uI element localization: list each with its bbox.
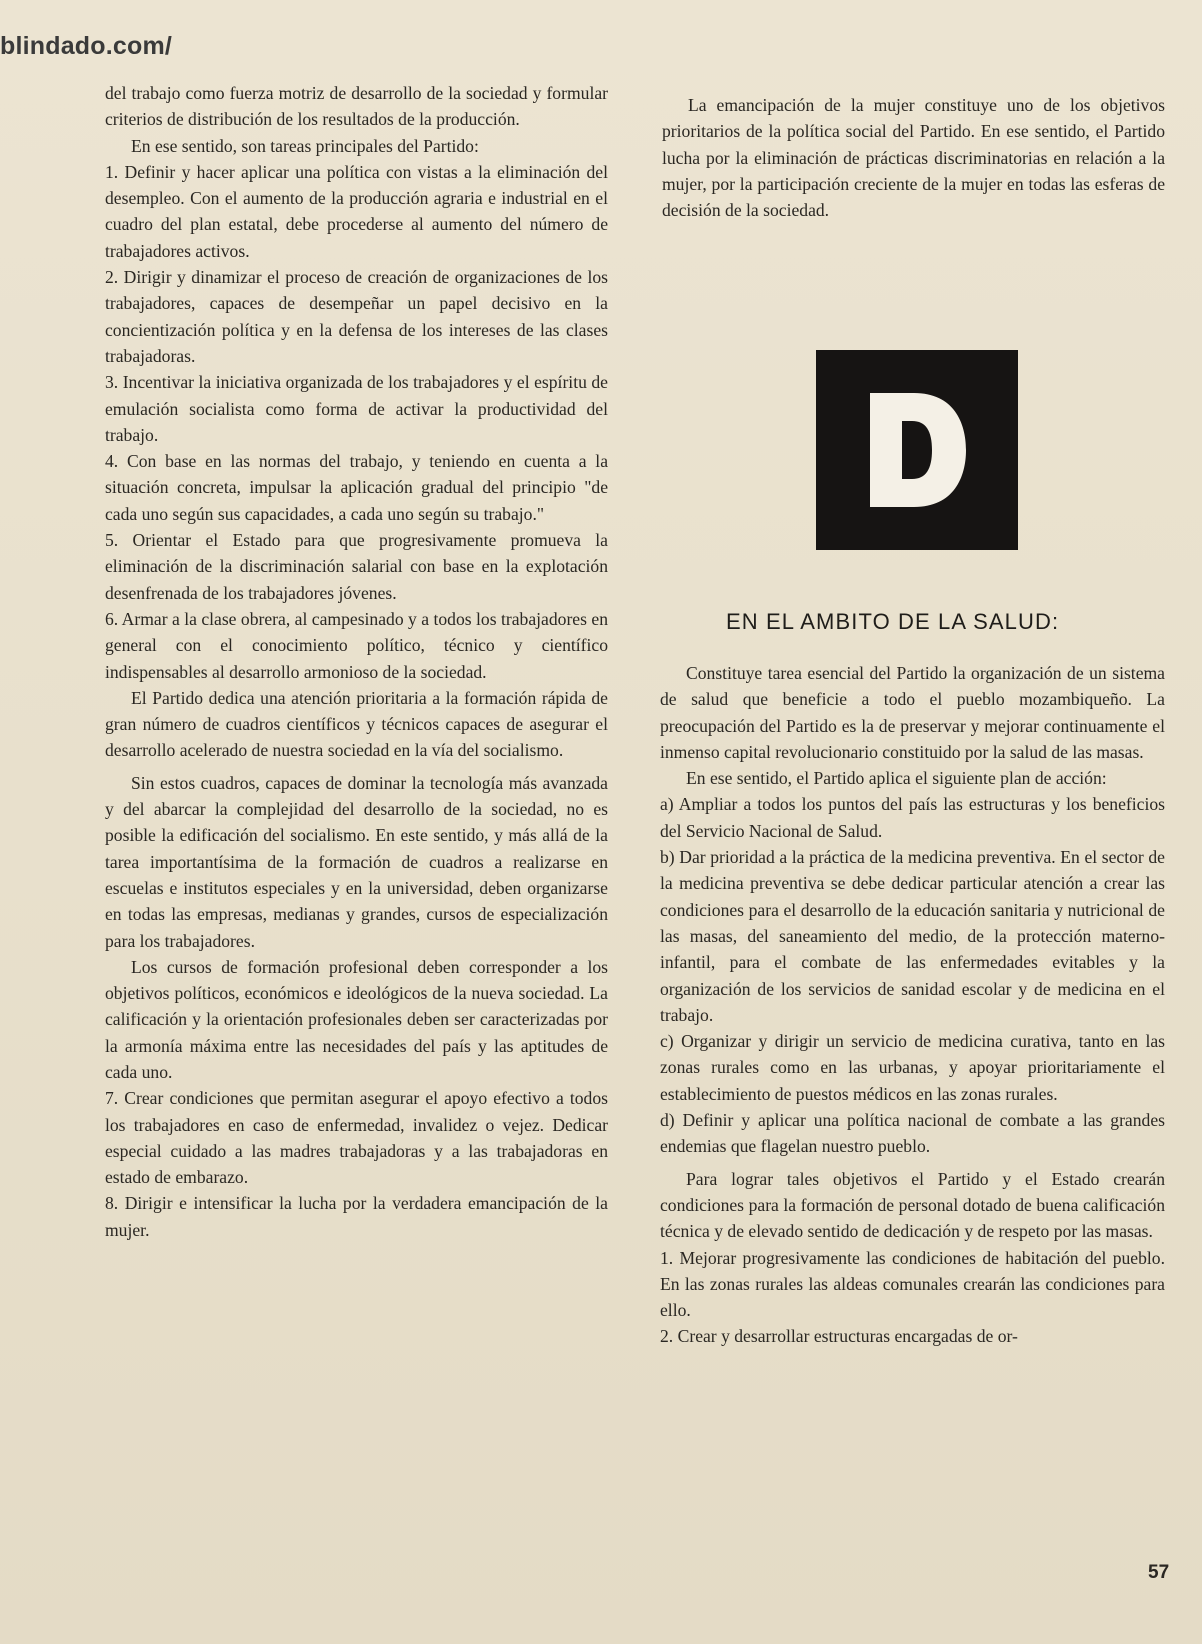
list-item: a) Ampliar a todos los puntos del país las estructuras y los beneficios del Servicio Nacional de Salud. — [660, 794, 1165, 841]
list-item: 2. Dirigir y dinamizar el proceso de creación de organizaciones de los trabajadores, capaces de desempeñar un papel decisivo en la concientización política y en la defensa de los intereses de las clases trabajadoras. — [105, 267, 608, 366]
paragraph: En ese sentido, el Partido aplica el siguiente plan de acción: — [686, 768, 1107, 789]
paragraph: Constituye tarea esencial del Partido la organización de un sistema de salud que beneficie a todo el pueblo mozambiqueño. La preocupación del Partido es la de preservar y mejorar continuamente el inmenso capital revolucionario constituido por la salud de las masas. — [660, 663, 1165, 762]
right-text-column-bottom — [660, 660, 1165, 1350]
letter-d-block-icon — [862, 385, 972, 515]
paragraph: Los cursos de formación profesional deben corresponder a los objetivos políticos, económicos e ideológicos de la nueva sociedad. La calificación y la orientación profesionales deben ser caracterizadas por la armonía máxima entre las necesidades del país y las aptitudes de cada uno. — [105, 956, 608, 1082]
list-item: 5. Orientar el Estado para que progresivamente promueva la eliminación de la discriminación salarial con base en la explotación desenfrenada de los trabajadores jóvenes. — [105, 530, 608, 603]
list-item: 1. Definir y hacer aplicar una política con vistas a la eliminación del desempleo. Con el aumento de la producción agraria e industrial en el cuadro del plan estatal, debe procederse al aumento del número de trabajadores activos. — [105, 161, 608, 261]
list-item: 1. Mejorar progresivamente las condiciones de habitación del pueblo. En las zonas rurales las aldeas comunales crearán las condiciones para ello. — [660, 1247, 1165, 1321]
section-heading: EN EL AMBITO DE LA SALUD: — [726, 609, 1060, 634]
paragraph: La emancipación de la mujer constituye uno de los objetivos prioritarios de la política social del Partido. En ese sentido, el Partido lucha por la eliminación de prácticas discriminatorias en relación a la mujer, por la participación creciente de la mujer en todas las esferas de decisión de la sociedad. — [662, 95, 1165, 221]
paragraph: Sin estos cuadros, capaces de dominar la tecnología más avanzada y del abarcar la complejidad del desarrollo de la sociedad, no es posible la edificación del socialismo. En este sentido, y más allá de la tarea importantísima de la formación de cuadros a realizarse en escuelas e institutos especiales y en la universidad, deben organizarse en todas las empresas, medianas y grandes, cursos de especialización para los trabajadores. — [105, 772, 608, 951]
list-item: d) Definir y aplicar una política nacional de combate a las grandes endemias que flagelan nuestro pueblo. — [660, 1110, 1165, 1157]
left-text-column — [105, 80, 608, 1243]
paragraph: Para lograr tales objetivos el Partido y el Estado crearán condiciones para la formación de personal dotado de buena calificación técnica y de elevado sentido de dedicación y de respeto por las masas. — [660, 1168, 1165, 1242]
list-item: 6. Armar a la clase obrera, al campesinado y a todos los trabajadores en general con el conocimiento político, técnico y científico indispensables al desarrollo armonioso de la sociedad. — [105, 608, 608, 682]
list-item: 2. Crear y desarrollar estructuras encargadas de or- — [660, 1326, 1018, 1347]
list-item: b) Dar prioridad a la práctica de la medicina preventiva. En el sector de la medicina preventiva se debe dedicar particular atención a crear las condiciones para el desarrollo de la educación sanitaria y nutricional de las masas, del saneamiento del medio, de la protección materno-infantil, para el combate de las enfermedades evitables y la organización de los servicios de sanidad escolar y de medicina en el trabajo. — [660, 847, 1165, 1025]
paragraph: En ese sentido, son tareas principales del Partido: — [131, 135, 479, 156]
list-item: 8. Dirigir e intensificar la lucha por la verdadera emancipación de la mujer. — [105, 1193, 608, 1240]
list-item: c) Organizar y dirigir un servicio de medicina curativa, tanto en las zonas rurales como en las urbanas, y apoyar prioritariamente el establecimiento de puestos médicos en las zonas rurales. — [660, 1031, 1165, 1104]
list-item: 3. Incentivar la iniciativa organizada de los trabajadores y el espíritu de emulación socialista como forma de activar la productividad del trabajo. — [105, 372, 608, 445]
list-item: 7. Crear condiciones que permitan asegurar el apoyo efectivo a todos los trabajadores en caso de enfermedad, invalidez o vejez. Dedicar especial cuidado a las madres trabajadoras y a las trabajadoras en estado de embarazo. — [105, 1088, 608, 1188]
list-item: 4. Con base en las normas del trabajo, y teniendo en cuenta a la situación concreta, impulsar la aplicación gradual del principio "de cada uno según sus capacidades, a cada uno según su trabajo." — [105, 451, 608, 524]
source-watermark: blindado.com/ — [0, 32, 173, 60]
page-number: 57 — [1148, 1562, 1170, 1583]
paragraph: del trabajo como fuerza motriz de desarrollo de la sociedad y formular criterios de distribución de los resultados de la producción. — [105, 83, 608, 130]
section-logo — [816, 350, 1018, 550]
right-text-column-top — [662, 92, 1165, 223]
paragraph: El Partido dedica una atención prioritaria a la formación rápida de gran número de cuadros científicos y técnicos capaces de asegurar el desarrollo acelerado de nuestra sociedad en la vía del socialismo. — [105, 687, 608, 761]
